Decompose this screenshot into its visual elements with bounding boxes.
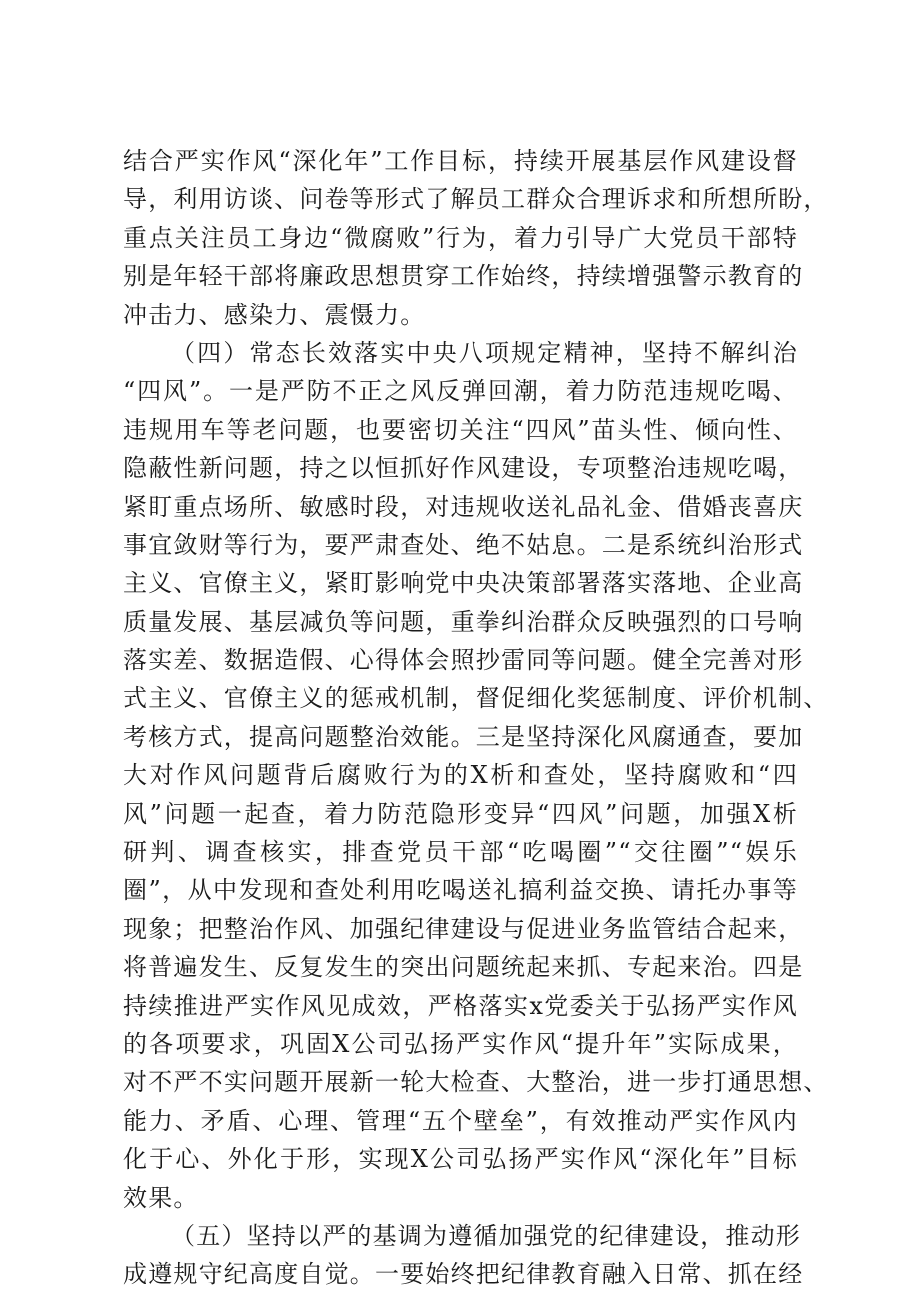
text-line: 将普遍发生、反复发生的突出问题统起来抓、专起来治。四是 bbox=[123, 953, 804, 982]
text-line: 研判、调查核实，排查党员干部“吃喝圈”“交往圈”“娱乐 bbox=[123, 838, 798, 867]
text-line: 的各项要求，巩固X公司弘扬严实作风“提升年”实际成果， bbox=[123, 1029, 798, 1058]
text-line: 重点关注员工身边“微腐败”行为，着力引导广大党员干部特 bbox=[123, 223, 798, 252]
text-line: 现象；把整治作风、加强纪律建设与促进业务监管结合起来， bbox=[123, 914, 804, 943]
document-body bbox=[123, 142, 829, 1294]
text-line: 圈”，从中发现和查处利用吃喝送礼搞利益交换、请托办事等 bbox=[123, 876, 798, 905]
text-line: 质量发展、基层减负等问题，重拳纠治群众反映强烈的口号响 bbox=[123, 607, 804, 636]
text-line: 持续推进严实作风见成效，严格落实x党委关于弘扬严实作风 bbox=[123, 991, 798, 1020]
text-line: 能力、矛盾、心理、管理“五个壁垒”，有效推动严实作风内 bbox=[123, 1106, 798, 1135]
text-line: 效果。 bbox=[123, 1183, 199, 1212]
text-line: 隐蔽性新问题，持之以恒抓好作风建设，专项整治违规吃喝， bbox=[123, 454, 804, 483]
text-line: 落实差、数据造假、心得体会照抄雷同等问题。健全完善对形 bbox=[123, 646, 804, 675]
text-line: 考核方式，提高问题整治效能。三是坚持深化风腐通查，要加 bbox=[123, 722, 804, 751]
text-line: 大对作风问题背后腐败行为的X析和查处，坚持腐败和“四 bbox=[123, 761, 798, 790]
text-line: 式主义、官僚主义的惩戒机制，督促细化奖惩制度、评价机制、 bbox=[123, 684, 829, 713]
text-line: 紧盯重点场所、敏感时段，对违规收送礼品礼金、借婚丧喜庆 bbox=[123, 492, 804, 521]
text-line: 风”问题一起查，着力防范隐形变异“四风”问题，加强X析 bbox=[123, 799, 798, 828]
text-line: 别是年轻干部将廉政思想贯穿工作始终，持续增强警示教育的 bbox=[123, 262, 804, 291]
text-line: 冲击力、感染力、震慑力。 bbox=[123, 300, 426, 329]
section-heading-line: （五）坚持以严的基调为遵循加强党的纪律建设，推动形 bbox=[171, 1221, 801, 1250]
text-line: 事宜敛财等行为，要严肃查处、绝不姑息。二是系统纠治形式 bbox=[123, 530, 804, 559]
text-line: 化于心、外化于形，实现X公司弘扬严实作风“深化年”目标 bbox=[123, 1145, 798, 1174]
text-line: 结合严实作风“深化年”工作目标，持续开展基层作风建设督 bbox=[123, 147, 798, 175]
text-line: “四风”。一是严防不正之风反弹回潮，着力防范违规吃喝、 bbox=[123, 377, 798, 406]
text-line: 主义、官僚主义，紧盯影响党中央决策部署落实落地、企业高 bbox=[123, 569, 804, 598]
text-line: 对不严不实问题开展新一轮大检查、大整治，进一步打通思想、 bbox=[123, 1068, 829, 1097]
text-line: 违规用车等老问题，也要密切关注“四风”苗头性、倾向性、 bbox=[123, 415, 798, 444]
section-heading-line: （四）常态长效落实中央八项规定精神，坚持不解纠治 bbox=[171, 338, 798, 367]
text-line: 成遵规守纪高度自觉。一要始终把纪律教育融入日常、抓在经 bbox=[123, 1260, 804, 1289]
text-line: 导，利用访谈、问卷等形式了解员工群众合理诉求和所想所盼， bbox=[123, 185, 829, 214]
